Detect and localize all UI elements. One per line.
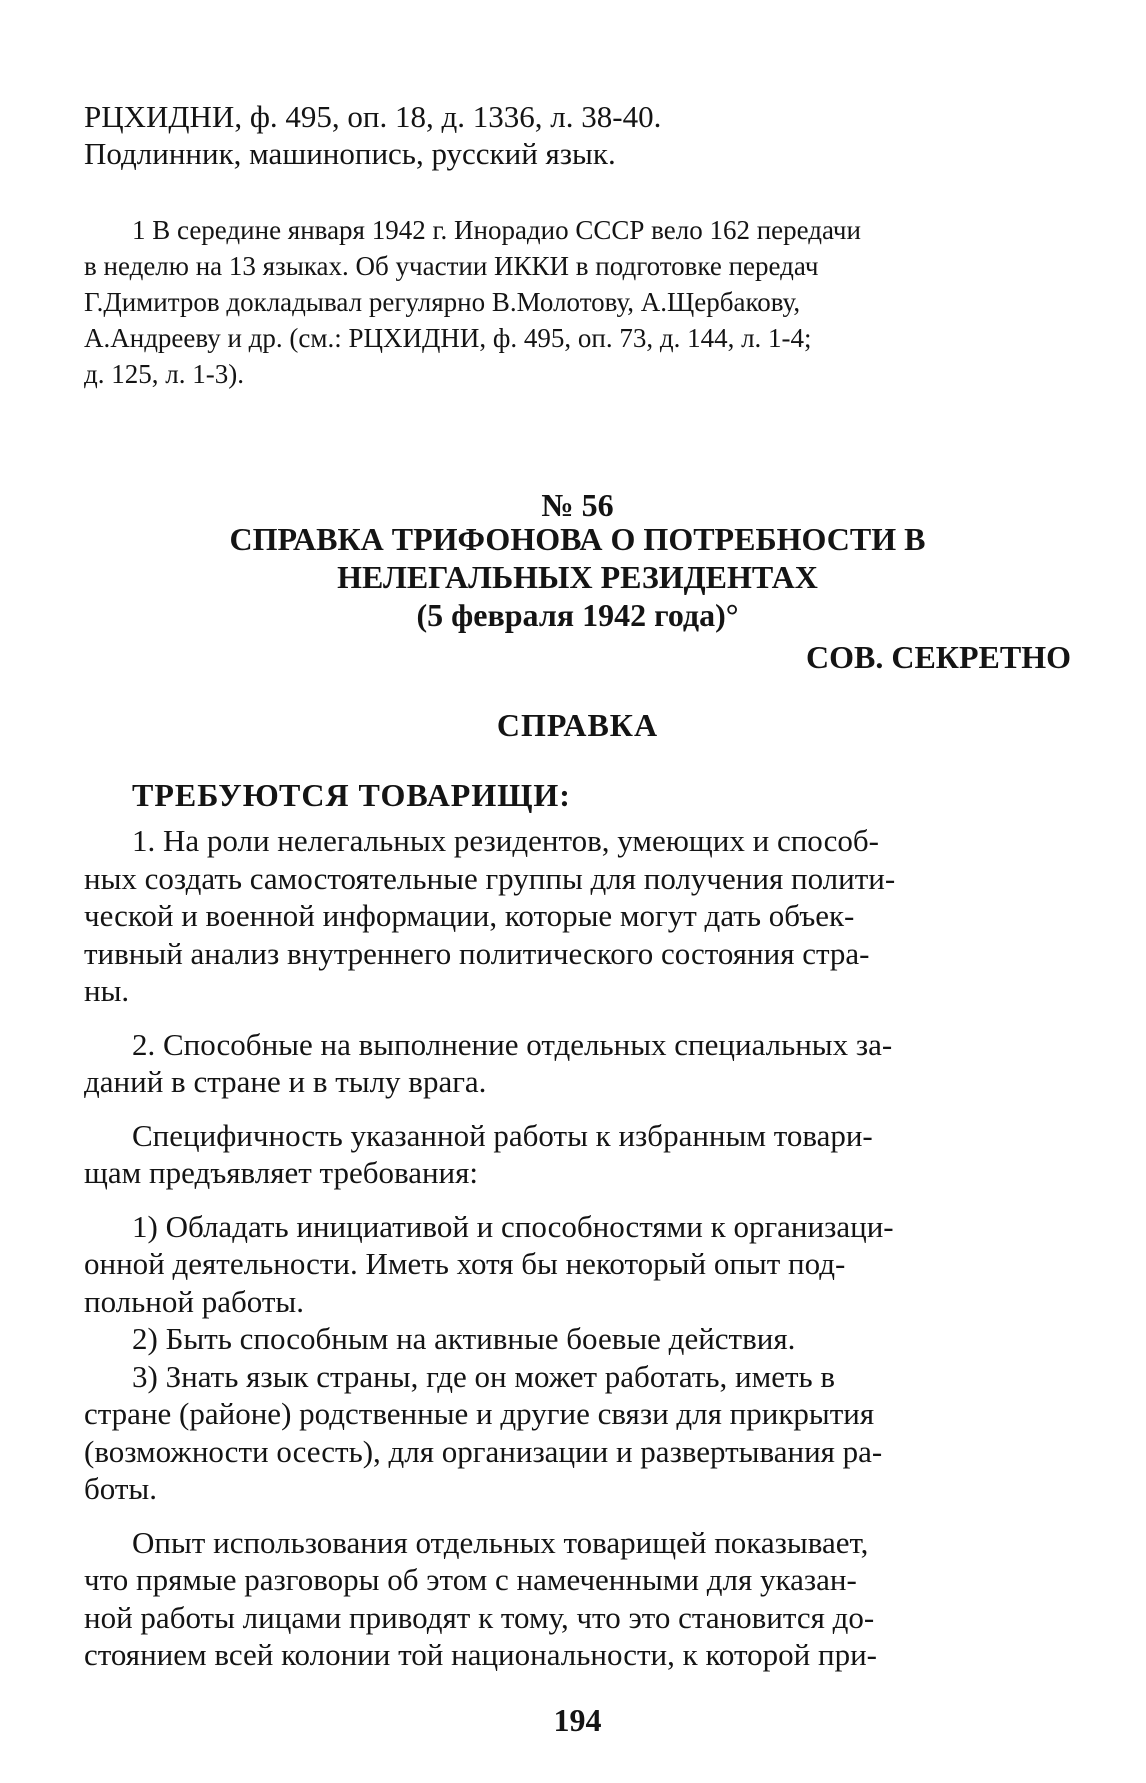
body-line: стоянием всей колонии той национальности, к которой при- [84, 1637, 877, 1672]
body-line: ных создать самостоятельные группы для получения полити- [84, 860, 896, 896]
archive-description: Подлинник, машинопись, русский язык. [84, 136, 616, 171]
document-title [84, 520, 1071, 634]
body-line: ны. [84, 973, 130, 1008]
body-line: 2) Быть способным на активные боевые действия. [132, 1321, 796, 1356]
title-date: (5 февраля 1942 года)° [416, 597, 739, 633]
document-number: № 56 [541, 487, 614, 523]
footnote-line: д. 125, л. 1-3). [84, 359, 244, 389]
body-line: ческой и военной информации, которые могут дать объек- [84, 898, 855, 933]
body-line: 1. На роли нелегальных резидентов, умеющих и способ- [132, 823, 879, 858]
archive-reference: РЦХИДНИ, ф. 495, оп. 18, д. 1336, л. 38-40. [84, 99, 662, 134]
required-heading: ТРЕБУЮТСЯ ТОВАРИЩИ: [132, 777, 571, 813]
page-number: 194 [553, 1702, 602, 1738]
body-line: ной работы лицами приводят к тому, что это становится до- [84, 1599, 875, 1635]
title-line: НЕЛЕГАЛЬНЫХ РЕЗИДЕНТАХ [337, 559, 818, 595]
body-line: 1) Обладать инициативой и способностями к организаци- [132, 1208, 894, 1244]
footnote-line: А.Андрееву и др. (см.: РЦХИДНИ, ф. 495, оп. 73, д. 144, л. 1-4; [84, 323, 812, 353]
body-line: онной деятельности. Иметь хотя бы некоторый опыт под- [84, 1246, 846, 1281]
body-line: (возможности осесть), для организации и развертывания ра- [84, 1433, 883, 1469]
section-heading: СПРАВКА [496, 707, 659, 743]
classification-stamp: СОВ. СЕКРЕТНО [805, 639, 1071, 675]
footnote-line: Г.Димитров докладывал регулярно В.Молотову, А.Щербакову, [84, 287, 801, 317]
body-line: 3) Знать язык страны, где он может работать, иметь в [132, 1358, 836, 1394]
footnote-line: 1 В середине января 1942 г. Инорадио СССР вело 162 передачи [132, 215, 861, 245]
body-line: 2. Способные на выполнение отдельных специальных за- [132, 1026, 893, 1062]
body-line: Специфичность указанной работы к избранным товари- [132, 1117, 873, 1153]
document-body [84, 822, 1071, 1674]
body-line: стране (районе) родственные и другие связи для прикрытия [84, 1396, 875, 1431]
body-line: Опыт использования отдельных товарищей показывает, [132, 1524, 869, 1560]
body-line: щам предъявляет требования: [84, 1155, 479, 1190]
body-line: боты. [84, 1471, 157, 1506]
archive-source [84, 98, 1071, 172]
body-line: даний в стране и в тылу врага. [84, 1064, 487, 1099]
footnote [84, 212, 1071, 392]
body-line: что прямые разговоры об этом с намеченными для указан- [84, 1562, 857, 1597]
body-line: польной работы. [84, 1283, 304, 1319]
body-line: тивный анализ внутреннего политического состояния стра- [84, 935, 870, 971]
footnote-line: в неделю на 13 языках. Об участии ИККИ в подготовке передач [84, 251, 819, 281]
title-line: СПРАВКА ТРИФОНОВА О ПОТРЕБНОСТИ В [229, 521, 926, 557]
